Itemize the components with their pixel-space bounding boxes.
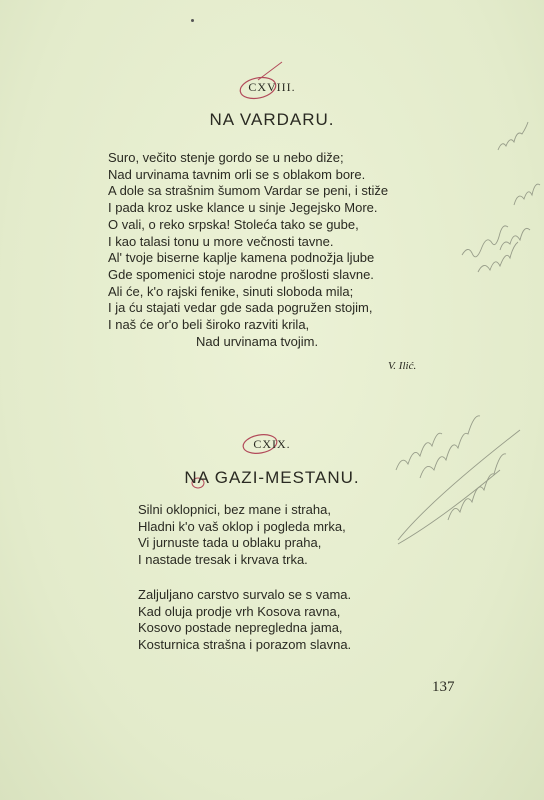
handwriting-scribble xyxy=(500,228,530,250)
poem-title: NA GAZI-MESTANU. xyxy=(184,468,360,487)
poem-line: Silni oklopnici, bez mane i straha, xyxy=(138,502,331,517)
page-number: 137 xyxy=(432,679,455,695)
poem-line: Nad urvinama tvojim. xyxy=(196,333,319,349)
poem-line: I ja ću stajati vedar gde sada pogružen stojim, xyxy=(108,300,373,316)
poem-line: O vali, o reko srpska! Stoleća tako se gube, xyxy=(108,216,359,232)
poem-line: Zaljuljano carstvo survalo se s vama. xyxy=(138,587,352,602)
poem-number: CXVIII. xyxy=(248,80,296,94)
poem-number: CXIX. xyxy=(253,437,291,451)
poem-text xyxy=(108,150,388,350)
poem-line: Al' tvoje biserne kaplje kamena podnožja ljube xyxy=(108,250,375,266)
poem-stanza xyxy=(138,587,351,654)
poem-line: Gde spomenici stoje narodne prošlosti slavne. xyxy=(108,266,374,282)
poem-line: Kosovo postade nepregledna jama, xyxy=(138,620,343,636)
handwriting-scribble xyxy=(514,184,540,205)
poem-line: Suro, večito stenje gordo se u nebo diže; xyxy=(108,150,344,165)
poem-line: A dole sa strašnim šumom Vardar se peni, i stiže xyxy=(108,183,389,199)
handwriting-scribble xyxy=(478,242,518,272)
poem-line: Ali će, k'o rajski fenike, sinuti sloboda mila; xyxy=(108,283,354,299)
poem-line: Vi jurnuste tada u oblaku praha, xyxy=(138,535,322,551)
poem-line: I pada kroz uske klance u sinje Jegejsko More. xyxy=(108,200,378,216)
handwriting-scribble xyxy=(462,226,508,257)
poem-title: NA VARDARU. xyxy=(209,110,335,129)
poem-line: Nad urvinama tavnim orli se s oblakom bore. xyxy=(108,166,366,182)
poem-line: I kao talasi tonu u more večnosti tavne. xyxy=(108,233,334,249)
poem-line: Kosturnica strašna i porazom slavna. xyxy=(138,637,352,653)
poem-line: I nastade tresak i krvava trka. xyxy=(138,552,308,568)
poem-line: Kad oluja prodje vrh Kosova ravna, xyxy=(138,603,341,619)
poem-line: I naš će or'o beli široko razviti krila, xyxy=(108,317,310,333)
poem-line: Hladni k'o vaš oklop i pogleda mrka, xyxy=(138,518,346,534)
red-tick-mark xyxy=(258,62,282,80)
poem-stanza xyxy=(138,502,346,569)
author-signature: V. Ilić. xyxy=(388,360,417,372)
